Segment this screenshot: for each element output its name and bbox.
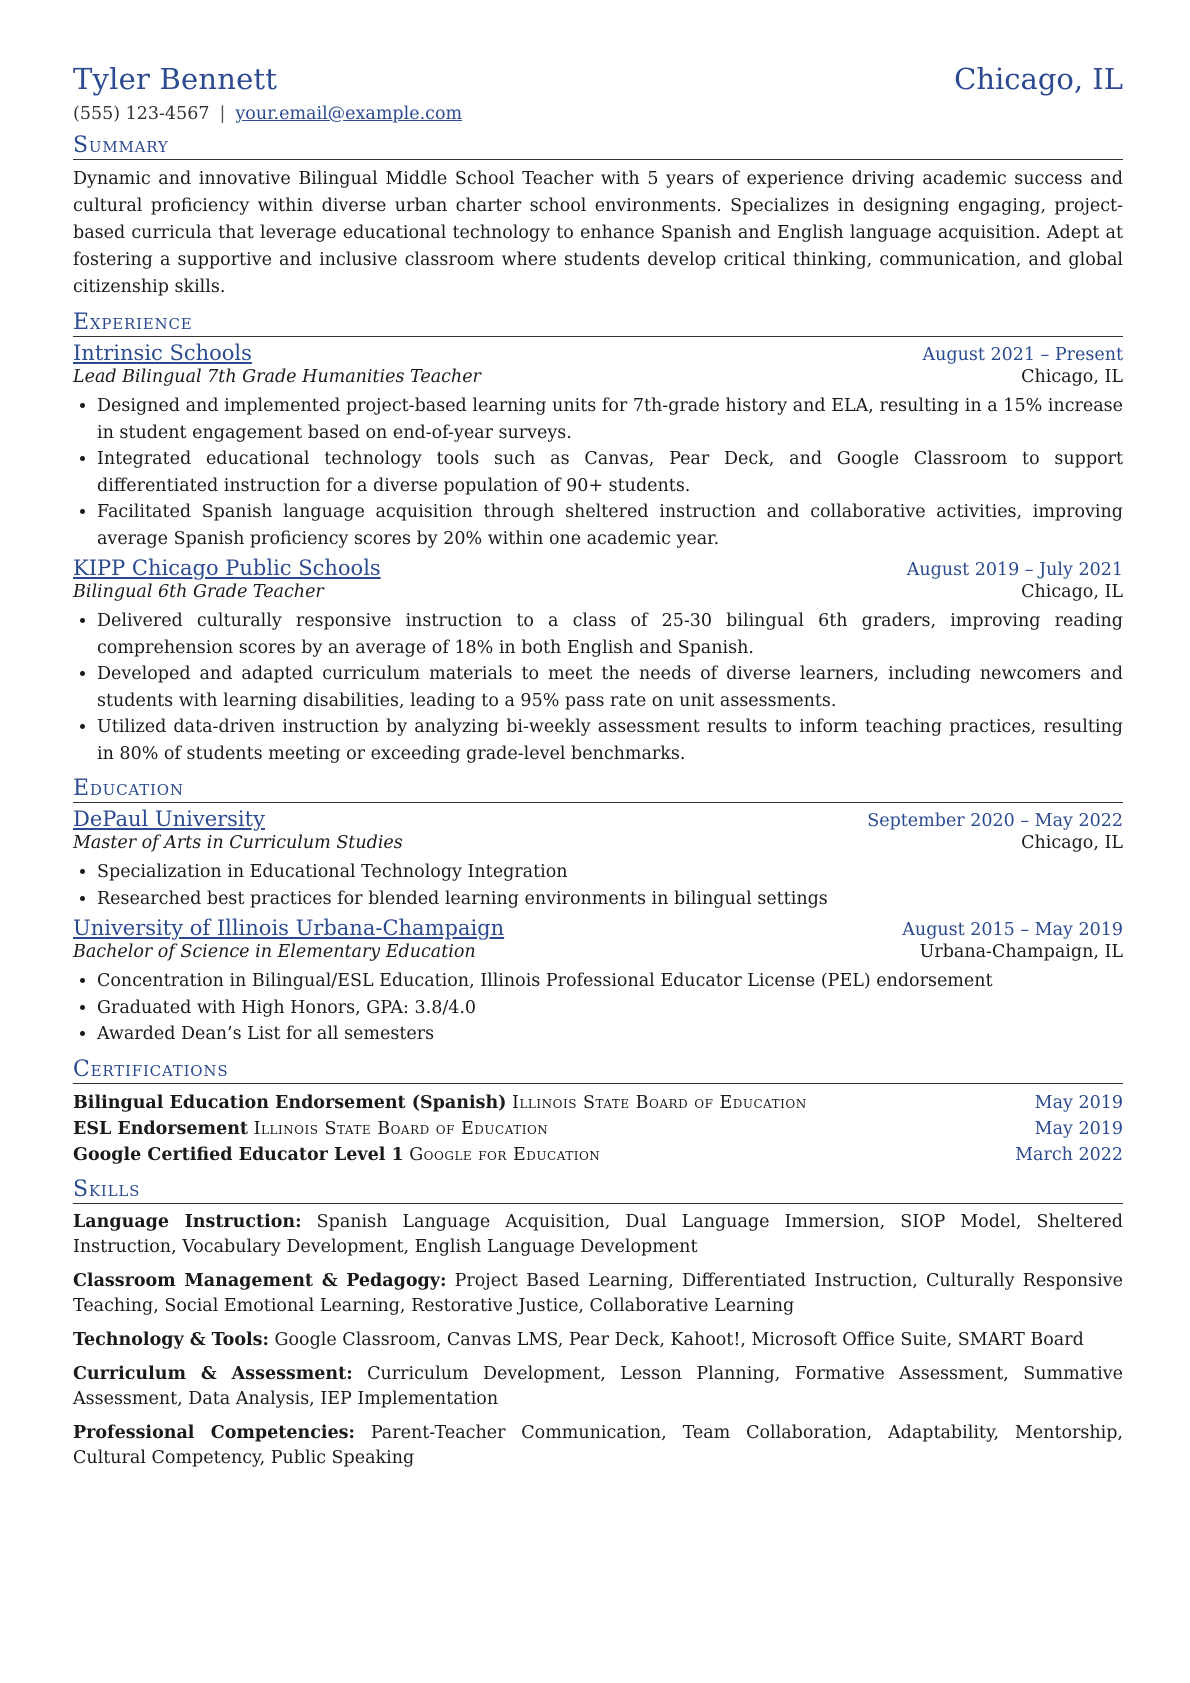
experience-entry xyxy=(73,556,1123,767)
candidate-location: Chicago, IL xyxy=(954,62,1123,96)
certification-issuer: Illinois State Board of Education xyxy=(512,1092,807,1113)
list-item: • Concentration in Bilingual/ESL Education, Illinois Professional Educator License (PEL) endorsement xyxy=(97,968,1123,995)
entry-dates: September 2020 – May 2022 xyxy=(867,811,1123,831)
list-item: • Researched best practices for blended learning environments in bilingual settings xyxy=(97,886,1123,913)
certification-row xyxy=(73,1142,1123,1168)
entry-location: Chicago, IL xyxy=(1021,582,1123,602)
job-title: Lead Bilingual 7th Grade Humanities Teacher xyxy=(73,367,481,387)
job-title: Bilingual 6th Grade Teacher xyxy=(73,582,324,602)
bullet-list xyxy=(73,608,1123,767)
section-title-education: Education xyxy=(73,777,1123,803)
certification-date: May 2019 xyxy=(1034,1092,1123,1113)
skill-group xyxy=(73,1362,1123,1412)
skill-category: Classroom Management & Pedagogy: xyxy=(73,1270,447,1291)
skill-group xyxy=(73,1328,1123,1353)
list-item: • Integrated educational technology tools such as Canvas, Pear Deck, and Google Classroom to support differentiated instruction for a diverse population of 90+ students. xyxy=(97,446,1123,499)
list-item: • Awarded Dean’s List for all semesters xyxy=(97,1021,1123,1048)
certification-row xyxy=(73,1090,1123,1116)
employer-link[interactable]: KIPP Chicago Public Schools xyxy=(73,556,381,580)
email-link[interactable]: your.email@example.com xyxy=(235,104,463,124)
school-link[interactable]: University of Illinois Urbana-Champaign xyxy=(73,916,505,940)
entry-dates: August 2019 – July 2021 xyxy=(906,560,1123,580)
skill-list: Project Based Learning, Differentiated Instruction, Culturally Responsive Teaching, Social Emotional Learning, Restorative Justice, Collaborative Learning xyxy=(73,1270,1123,1316)
entry-location: Urbana-Champaign, IL xyxy=(919,942,1123,962)
certification-issuer: Google for Education xyxy=(409,1144,601,1165)
list-item: • Graduated with High Honors, GPA: 3.8/4.0 xyxy=(97,995,1123,1022)
section-title-certifications: Certifications xyxy=(73,1058,1123,1084)
bullet-list xyxy=(73,393,1123,552)
section-title-experience: Experience xyxy=(73,311,1123,337)
list-item: • Developed and adapted curriculum materials to meet the needs of diverse learners, including newcomers and students with learning disabilities, leading to a 95% pass rate on unit assessments. xyxy=(97,661,1123,714)
skill-list: Spanish Language Acquisition, Dual Language Immersion, SIOP Model, Sheltered Instruction, Vocabulary Development, English Language Development xyxy=(73,1211,1123,1257)
employer-link[interactable]: Intrinsic Schools xyxy=(73,341,252,365)
certification-name: Bilingual Education Endorsement (Spanish) xyxy=(73,1092,507,1113)
summary-section xyxy=(73,134,1123,301)
degree-title: Master of Arts in Curriculum Studies xyxy=(73,833,403,853)
certification-issuer: Illinois State Board of Education xyxy=(253,1118,549,1139)
certification-row xyxy=(73,1116,1123,1142)
certification-name: Google Certified Educator Level 1 xyxy=(73,1144,404,1165)
skill-category: Curriculum & Assessment: xyxy=(73,1363,353,1384)
list-item: • Utilized data-driven instruction by analyzing bi-weekly assessment results to inform teaching practices, resulting in 80% of students meeting or exceeding grade-level benchmarks. xyxy=(97,714,1123,767)
bullet-list xyxy=(73,859,1123,912)
skill-category: Language Instruction: xyxy=(73,1211,302,1232)
certification-list xyxy=(73,1090,1123,1168)
certification-date: March 2022 xyxy=(1015,1144,1123,1165)
contact-line xyxy=(73,104,1123,124)
section-title-skills: Skills xyxy=(73,1178,1123,1204)
certification-name: ESL Endorsement xyxy=(73,1118,249,1139)
school-link[interactable]: DePaul University xyxy=(73,807,265,831)
candidate-name: Tyler Bennett xyxy=(73,62,278,96)
experience-section xyxy=(73,311,1123,767)
summary-text: Dynamic and innovative Bilingual Middle School Teacher with 5 years of experience driving academic success and cultural proficiency within diverse urban charter school environments. Specializes in designing engaging, project-based curricula that leverage educational technology to enhance Spanish and English language acquisition. Adept at fostering a supportive and inclusive classroom where students develop critical thinking, communication, and global citizenship skills. xyxy=(73,169,1123,297)
skill-category: Technology & Tools: xyxy=(73,1329,269,1350)
entry-location: Chicago, IL xyxy=(1021,833,1123,853)
experience-entry xyxy=(73,341,1123,552)
phone-number: (555) 123-4567 xyxy=(73,104,210,124)
entry-dates: August 2015 – May 2019 xyxy=(902,920,1123,940)
certification-date: May 2019 xyxy=(1034,1118,1123,1139)
bullet-list xyxy=(73,968,1123,1048)
education-entry xyxy=(73,916,1123,1048)
education-section xyxy=(73,777,1123,1048)
entry-dates: August 2021 – Present xyxy=(922,345,1123,365)
skill-list: Curriculum Development, Lesson Planning, Formative Assessment, Summative Assessment, Data Analysis, IEP Implementation xyxy=(73,1363,1123,1409)
skill-group xyxy=(73,1210,1123,1260)
skill-category: Professional Competencies: xyxy=(73,1422,355,1443)
list-item: • Designed and implemented project-based learning units for 7th-grade history and ELA, resulting in a 15% increase in student engagement based on end-of-year surveys. xyxy=(97,393,1123,446)
section-title-summary: Summary xyxy=(73,134,1123,160)
skill-group xyxy=(73,1421,1123,1471)
skill-list: Google Classroom, Canvas LMS, Pear Deck, Kahoot!, Microsoft Office Suite, SMART Board xyxy=(274,1329,1084,1350)
resume-header xyxy=(73,62,1123,96)
education-entry xyxy=(73,807,1123,912)
degree-title: Bachelor of Science in Elementary Education xyxy=(73,942,476,962)
skill-group xyxy=(73,1269,1123,1319)
contact-separator: | xyxy=(219,104,226,124)
list-item: • Specialization in Educational Technology Integration xyxy=(97,859,1123,886)
certifications-section xyxy=(73,1058,1123,1168)
list-item: • Facilitated Spanish language acquisition through sheltered instruction and collaborative activities, improving average Spanish proficiency scores by 20% within one academic year. xyxy=(97,499,1123,552)
skill-list: Parent-Teacher Communication, Team Collaboration, Adaptability, Mentorship, Cultural Competency, Public Speaking xyxy=(73,1422,1123,1468)
entry-location: Chicago, IL xyxy=(1021,367,1123,387)
list-item: • Delivered culturally responsive instruction to a class of 25-30 bilingual 6th graders, improving reading comprehension scores by an average of 18% in both English and Spanish. xyxy=(97,608,1123,661)
skills-section xyxy=(73,1178,1123,1471)
